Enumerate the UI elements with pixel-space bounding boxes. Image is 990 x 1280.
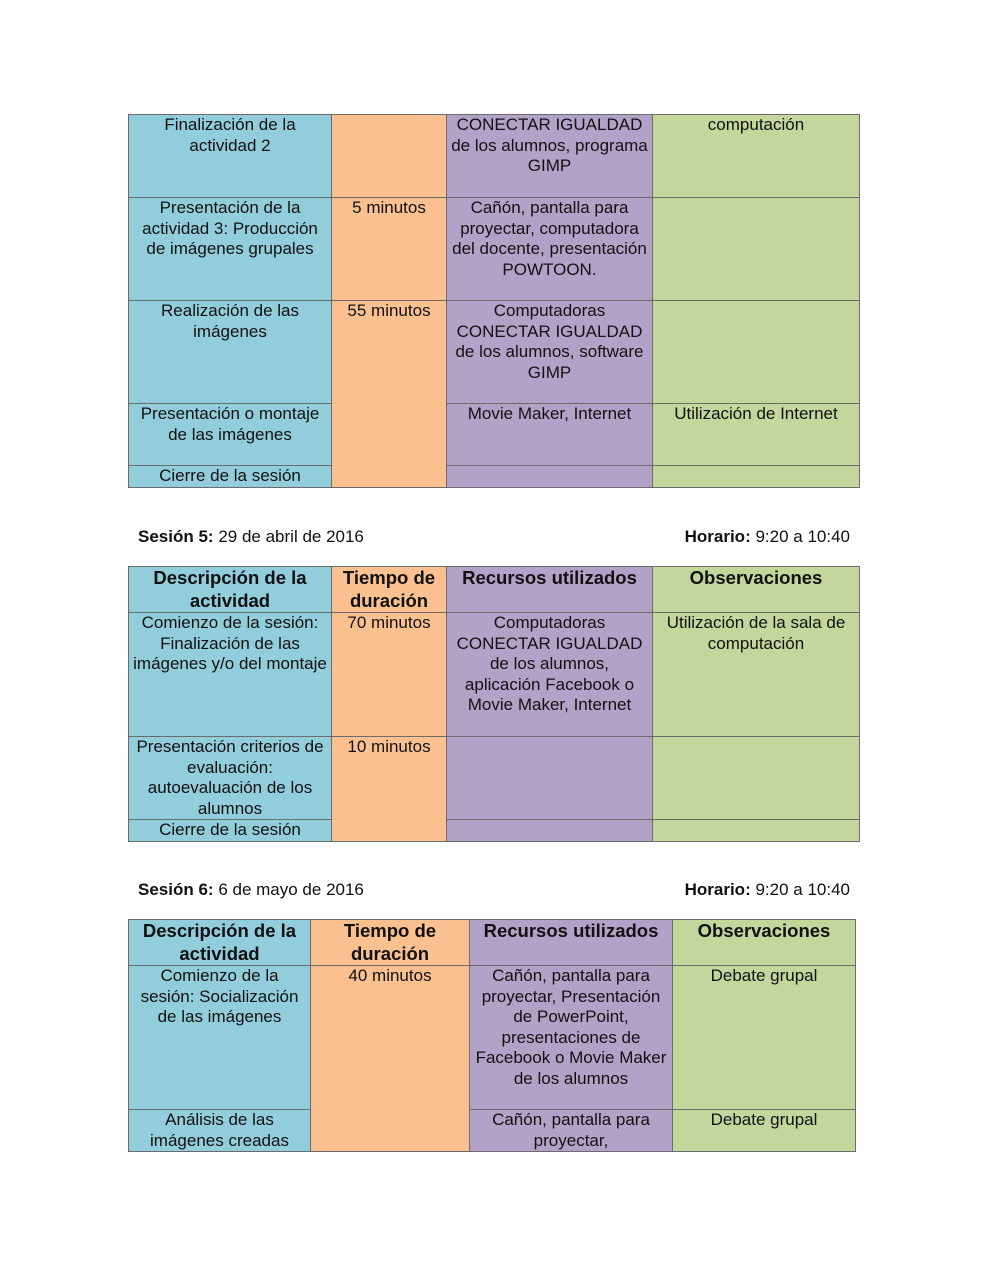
duration: 55 minutos [332, 301, 447, 488]
activity-description: Presentación de la actividad 3: Producción de imágenes grupales [129, 198, 332, 301]
duration: 5 minutos [332, 198, 447, 301]
activity-description: Análisis de las imágenes creadas [129, 1110, 311, 1152]
activity-description: Presentación criterios de evaluación: autoevaluación de los alumnos [129, 737, 332, 820]
table-row [129, 301, 860, 404]
activity-description: Presentación o montaje de las imágenes [129, 404, 332, 466]
horario-value: 9:20 a 10:40 [755, 880, 850, 899]
horario-label: Horario: [684, 527, 751, 546]
column-header: Tiempo de duración [332, 567, 447, 613]
session-label: Sesión 5: [138, 527, 214, 546]
resources: Cañón, pantalla para proyectar, Presentación de PowerPoint, presentaciones de Facebook o Movie Maker de los alumnos [470, 966, 673, 1110]
session-5-table [128, 566, 860, 842]
activity-description: Realización de las imágenes [129, 301, 332, 404]
table-row [129, 966, 856, 1110]
resources: Movie Maker, Internet [447, 404, 653, 466]
table-row [129, 737, 860, 820]
table-row [129, 198, 860, 301]
session-5-schedule [600, 527, 850, 547]
session-label: Sesión 6: [138, 880, 214, 899]
duration [332, 115, 447, 198]
session-6-heading [138, 880, 364, 900]
table-header-row [129, 920, 856, 966]
session-date: 6 de mayo de 2016 [218, 880, 364, 899]
table-row [129, 404, 860, 466]
column-header: Tiempo de duración [311, 920, 470, 966]
resources: Cañón, pantalla para proyectar, [470, 1110, 673, 1152]
session-6-schedule [600, 880, 850, 900]
resources [447, 737, 653, 820]
resources [447, 820, 653, 842]
duration: 70 minutos [332, 613, 447, 737]
activity-description: Cierre de la sesión [129, 820, 332, 842]
duration: 10 minutos [332, 737, 447, 842]
column-header: Descripción de la actividad [129, 567, 332, 613]
observations [653, 737, 860, 820]
observations: Utilización de la sala de computación [653, 613, 860, 737]
resources [447, 466, 653, 488]
table-row [129, 466, 860, 488]
observations: Utilización de Internet [653, 404, 860, 466]
observations [653, 198, 860, 301]
column-header: Observaciones [653, 567, 860, 613]
resources: Computadoras CONECTAR IGUALDAD de los alumnos, software GIMP [447, 301, 653, 404]
observations [653, 820, 860, 842]
schedule-table-continued [128, 114, 860, 488]
activity-description: Comienzo de la sesión: Socialización de las imágenes [129, 966, 311, 1110]
table-row [129, 115, 860, 198]
column-header: Observaciones [673, 920, 856, 966]
resources: Computadoras CONECTAR IGUALDAD de los alumnos, aplicación Facebook o Movie Maker, Internet [447, 613, 653, 737]
column-header: Recursos utilizados [470, 920, 673, 966]
session-date: 29 de abril de 2016 [218, 527, 364, 546]
table-row [129, 1110, 856, 1152]
column-header: Descripción de la actividad [129, 920, 311, 966]
resources: Cañón, pantalla para proyectar, computadora del docente, presentación POWTOON. [447, 198, 653, 301]
session-5-heading [138, 527, 364, 547]
horario-label: Horario: [684, 880, 751, 899]
observations: Debate grupal [673, 966, 856, 1110]
observations: computación [653, 115, 860, 198]
observations [653, 301, 860, 404]
column-header: Recursos utilizados [447, 567, 653, 613]
horario-value: 9:20 a 10:40 [755, 527, 850, 546]
duration: 40 minutos [311, 966, 470, 1152]
activity-description: Cierre de la sesión [129, 466, 332, 488]
table-header-row [129, 567, 860, 613]
table-row [129, 613, 860, 737]
activity-description: Comienzo de la sesión: Finalización de las imágenes y/o del montaje [129, 613, 332, 737]
table-row [129, 820, 860, 842]
resources: CONECTAR IGUALDAD de los alumnos, programa GIMP [447, 115, 653, 198]
observations: Debate grupal [673, 1110, 856, 1152]
observations [653, 466, 860, 488]
session-6-table [128, 919, 856, 1152]
activity-description: Finalización de la actividad 2 [129, 115, 332, 198]
